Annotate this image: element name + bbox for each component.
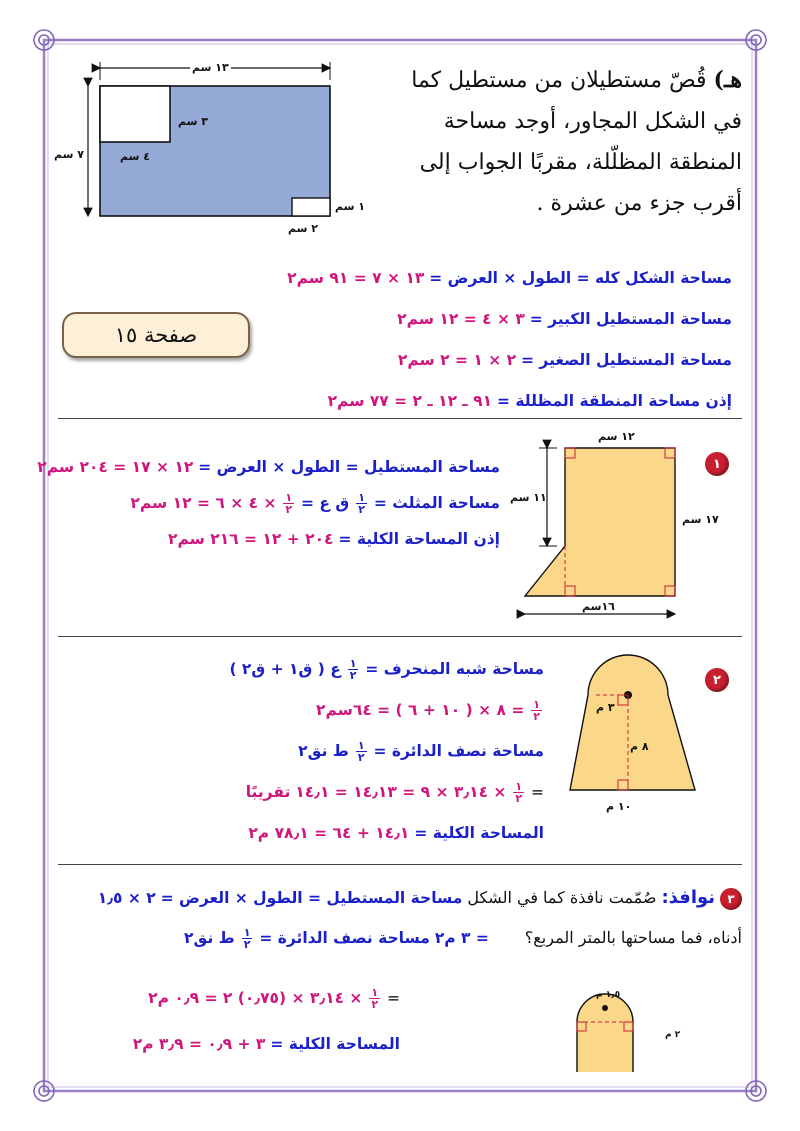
- separator-2: [58, 636, 742, 637]
- half-fraction: $\frac{١}{٢}$: [285, 491, 293, 516]
- problem-1-figure: [505, 428, 700, 628]
- fig-h-big-width-label: ٤ سم: [120, 150, 150, 163]
- half-fraction: $\frac{١}{٢}$: [243, 926, 251, 951]
- fig-2-base-label: ١٠ م: [606, 800, 632, 813]
- half-fraction: $\frac{١}{٢}$: [349, 657, 357, 682]
- problem-h-letter: هـ): [713, 67, 742, 93]
- solution-1-row-3: إذن المساحة الكلية = ٢٠٤ + ١٢ = ٢١٦ سم٢: [167, 530, 500, 548]
- fig-1-left-label: ١١ سم: [510, 491, 547, 504]
- separator-3: [58, 864, 742, 865]
- solution-3-row-4: المساحة الكلية = ٣ + ٠٫٩ = ٣٫٩ م٢: [132, 1035, 400, 1053]
- fig-h-small-width-label: ٢ سم: [288, 222, 318, 235]
- half-fraction: $\frac{١}{٢}$: [371, 986, 379, 1011]
- separator-1: [58, 418, 742, 419]
- solution-h-row-2: مساحة المستطيل الكبير = ٣ × ٤ = ١٢ سم٢: [397, 310, 732, 328]
- problem-h-figure: [60, 58, 360, 238]
- solution-3-row-3: = $\frac{١}{٢}$ × ٣٫١٤ × (٠٫٧٥) ٢ = ٠٫٩ م٢: [148, 986, 400, 1011]
- fig-h-big-height-label: ٣ سم: [178, 115, 208, 128]
- problem-1-solution: [37, 449, 500, 557]
- problem-2-figure: [560, 640, 700, 800]
- half-fraction: $\frac{١}{٢}$: [357, 739, 365, 764]
- fig-3-top-label: ١٫٥ م: [596, 990, 621, 1000]
- problem-h-line-2: في الشكل المجاور، أوجد مساحة: [443, 109, 742, 134]
- problem-h-text: [402, 60, 742, 224]
- half-fraction: $\frac{١}{٢}$: [533, 698, 540, 723]
- problem-3-solution: [133, 975, 400, 1067]
- problem-3-title: نوافذ:: [661, 887, 716, 908]
- solution-h-row-1: مساحة الشكل كله = الطول × العرض = ١٣ × ٧ = ٩١ سم٢: [287, 269, 732, 287]
- problem-h-solution: [287, 258, 732, 422]
- fig-1-bottom-label: ١٦سم: [582, 600, 615, 613]
- half-fraction: $\frac{١}{٢}$: [515, 780, 523, 805]
- solution-1-row-1: مساحة المستطيل = الطول × العرض = ١٢ × ١٧ = ٢٠٤ سم٢: [37, 458, 500, 476]
- problem-3-block: [98, 878, 742, 958]
- fig-3-right-label: ٢ م: [665, 1030, 681, 1040]
- fig-h-top-label: ١٣ سم: [192, 61, 229, 74]
- fig-h-left-label: ٧ سم: [54, 148, 84, 161]
- fig-1-top-label: ١٢ سم: [598, 430, 635, 443]
- problem-3-row-2: أدناه، فما مساحتها بالمتر المربع؟ = ٣ م٢ مساحة نصف الدائرة = $\frac{١}{٢}$ ط نق٢: [184, 926, 742, 951]
- fig-1-right-label: ١٧ سم: [682, 513, 719, 526]
- solution-2-row-5: المساحة الكلية = ١٤٫١ + ٦٤ = ٧٨٫١ م٢: [248, 824, 544, 842]
- problem-h-line-3: المنطقة المظلّلة، مقربًا الجواب إلى: [419, 150, 742, 175]
- problem-3-number: ٣: [720, 888, 742, 910]
- half-fraction: $\frac{١}{٢}$: [358, 491, 365, 516]
- solution-2-row-2: $\frac{١}{٢}$ = ٨ × ( ١٠ + ٦ ) = ٦٤سم٢: [315, 698, 540, 723]
- problem-h-line-4: أقرب جزء من عشرة .: [536, 191, 742, 216]
- problem-1-number: ١: [705, 452, 729, 476]
- problem-2-number: ٢: [705, 668, 729, 692]
- solution-h-row-3: مساحة المستطيل الصغير = ٢ × ١ = ٢ سم٢: [397, 351, 732, 369]
- solution-2-row-1: مساحة شبه المنحرف = $\frac{١}{٢}$ ع ( ق١ + ق٢ ): [229, 657, 544, 682]
- problem-3-text-a: صُمّمت نافذة كما في الشكل: [467, 888, 657, 907]
- solution-2-row-3: مساحة نصف الدائرة = $\frac{١}{٢}$ ط نق٢: [298, 739, 544, 764]
- problem-2-solution: [229, 649, 544, 854]
- fig-2-height-label: ٨ م: [630, 740, 649, 753]
- fig-2-radius-label: ٣ م: [596, 701, 615, 714]
- solution-2-row-4: = $\frac{١}{٢}$ × ٣٫١٤ × ٩ = ١٤٫١٣ = ١٤٫١ تقريبًا: [245, 780, 544, 805]
- solution-h-row-4: إذن مساحة المنطقة المظللة = ٩١ ـ ١٢ ـ ٢ = ٧٧ سم٢: [327, 392, 732, 410]
- page-badge: صفحة ١٥: [62, 312, 250, 358]
- problem-h-line-1: قُصّ مستطيلان من مستطيل كما: [411, 68, 707, 93]
- solution-1-row-2: مساحة المثلث = $\frac{١}{٢}$ ق ع = $\frac{١}{٢}$ × ٤ × ٦ = ١٢ سم٢: [130, 491, 500, 516]
- problem-3-text-b: أدناه، فما مساحتها بالمتر المربع؟: [524, 928, 742, 947]
- fig-h-small-height-label: ١ سم: [335, 200, 365, 213]
- problem-3-row-1: ٣ نوافذ: صُمّمت نافذة كما في الشكل مساحة المستطيل = الطول × العرض = ٢ × ١٫٥: [98, 878, 742, 918]
